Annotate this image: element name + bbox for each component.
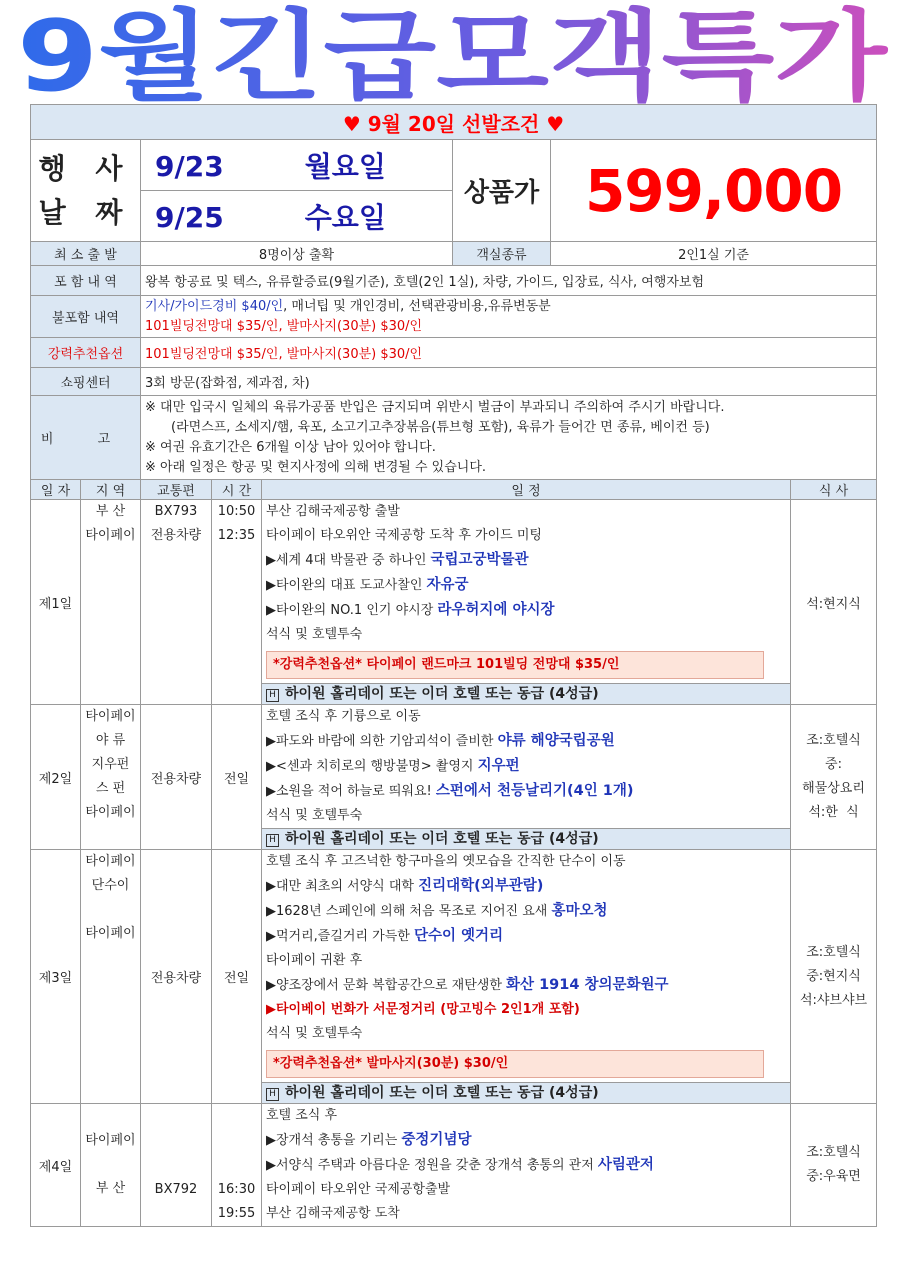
- region: 스 펀: [95, 781, 126, 796]
- itinerary-line: [266, 998, 786, 1022]
- day-regions: [81, 1104, 141, 1227]
- included-label: 포 함 내 역: [31, 266, 141, 296]
- day-regions: [81, 500, 141, 705]
- itinerary-line: [266, 548, 786, 573]
- itinerary-line: [266, 1022, 786, 1046]
- itinerary-line: [266, 1202, 786, 1226]
- tour-sheet: [30, 104, 877, 1227]
- day-itinerary: [262, 1104, 791, 1227]
- room-type-label: 객실종류: [453, 242, 551, 266]
- itinerary-lines: [266, 850, 786, 1046]
- day-label: 제4일: [31, 1104, 81, 1227]
- region: 부 산: [95, 504, 126, 519]
- excluded-guide-fee: 기사/가이드경비 $40/인: [145, 298, 284, 314]
- remark-item: ※ 아래 일정은 항공 및 현지사정에 의해 변경될 수 있습니다.: [145, 459, 487, 475]
- itinerary-text: ▶타이완의 대표 도교사찰인: [266, 578, 427, 593]
- option-box: *강력추천옵션* 발마사지(30분) $30/인: [266, 1050, 764, 1078]
- region: [85, 898, 136, 922]
- transport: BX792: [154, 1182, 198, 1197]
- optional-label: 강력추천옵션: [31, 338, 141, 368]
- day-time: 전일: [212, 705, 262, 850]
- day-itinerary: [262, 500, 791, 705]
- itinerary-text: ▶소원을 적어 하늘로 띄워요!: [266, 784, 436, 799]
- day-meals: [791, 1104, 877, 1227]
- region: 부 산: [95, 1181, 126, 1196]
- region: 타이페이: [85, 926, 136, 941]
- day-meals: [791, 500, 877, 705]
- itinerary-text: ▶세계 4대 박물관 중 하나인: [266, 553, 431, 568]
- itinerary-text: 호텔 조식 후: [266, 1108, 338, 1123]
- itinerary-text: ▶양조장에서 문화 복합공간으로 재탄생한: [266, 978, 507, 993]
- itinerary-highlight: 스펀에서 천등날리기(4인 1개): [435, 783, 634, 799]
- day-transport: 전용차량: [141, 850, 212, 1104]
- itinerary-line: [266, 500, 786, 524]
- itinerary-line: [266, 754, 786, 779]
- time: 12:35: [217, 528, 256, 543]
- itinerary-line: [266, 1128, 786, 1153]
- hotel-name: 하이원 홀리데이 또는 이더 호텔 또는 동급 (4성급): [285, 831, 599, 847]
- excluded-label: 불포함 내역: [31, 296, 141, 338]
- meal: 석:한 식: [808, 805, 859, 820]
- region: 타이페이: [85, 1133, 136, 1148]
- room-type-value: 2인1실 기준: [551, 242, 877, 266]
- day-label: 제3일: [31, 850, 81, 1104]
- return-date: [141, 191, 453, 242]
- col-header-itinerary: 일 정: [262, 480, 791, 500]
- itinerary-text: ▶장개석 총통을 기리는: [266, 1133, 402, 1148]
- hotel-name: 하이원 홀리데이 또는 이더 호텔 또는 동급 (4성급): [285, 1085, 599, 1101]
- min-departure-label: 최 소 출 발: [31, 242, 141, 266]
- itinerary-highlight: 자유궁: [426, 577, 469, 593]
- meal: 조:호텔식: [806, 1145, 861, 1160]
- excluded-rest: , 매너팁 및 개인경비, 선택관광비용,유류변동분: [283, 298, 551, 314]
- itinerary-text: ▶먹거리,즐길거리 가득한: [266, 929, 414, 944]
- hotel-bar: [262, 683, 790, 704]
- departure-date: [141, 140, 453, 191]
- time: 19:55: [217, 1206, 256, 1221]
- region: 타이페이: [85, 709, 136, 724]
- option-box: *강력추천옵션* 타이페이 랜드마크 101빌딩 전망대 $35/인: [266, 651, 764, 679]
- itinerary-lines: [266, 705, 786, 828]
- itinerary-line: [266, 804, 786, 828]
- day-times: [212, 500, 262, 705]
- hotel-icon: H: [266, 1088, 279, 1101]
- col-header-region: 지 역: [81, 480, 141, 500]
- condition-bar: ♥ 9월 20일 선발조건 ♥: [31, 105, 877, 140]
- itinerary-text: 부산 김해국제공항 출발: [266, 504, 400, 519]
- departure-day-value: 월요일: [304, 150, 386, 183]
- itinerary-line: [266, 973, 786, 998]
- itinerary-line: [266, 1178, 786, 1202]
- region: 타이페이: [85, 805, 136, 820]
- remark-item: (라면스프, 소세지/햄, 육포, 소고기고추장볶음(튜브형 포함), 육류가 들어간 면 종류, 베이컨 등): [171, 419, 710, 435]
- departure-date-value: 9/23: [155, 150, 224, 183]
- shopping-value: 3회 방문(잡화점, 제과점, 차): [141, 368, 877, 396]
- col-header-day: 일 자: [31, 480, 81, 500]
- hotel-bar: [262, 828, 790, 849]
- price-label: 상품가: [453, 140, 551, 242]
- meal: 조:호텔식: [806, 733, 861, 748]
- itinerary-text: ▶<센과 치히로의 행방불명> 촬영지: [266, 759, 478, 774]
- return-date-value: 9/25: [155, 201, 224, 234]
- optional-value: 101빌딩전망대 $35/인, 발마사지(30분) $30/인: [141, 338, 877, 368]
- event-label-line1: 행 사: [38, 151, 133, 185]
- itinerary-line: [266, 705, 786, 729]
- itinerary-text: ▶파도와 바람에 의한 기암괴석이 즐비한: [266, 734, 498, 749]
- itinerary-line: [266, 899, 786, 924]
- meal: 중:현지식: [806, 968, 861, 984]
- remark-item: ※ 대만 입국시 일체의 육류가공품 반입은 금지되며 위반시 벌금이 부과되니 주의하여 주시기 바랍니다.: [145, 399, 725, 415]
- time: 10:50: [217, 504, 256, 519]
- day-transport: 전용차량: [141, 705, 212, 850]
- day-meals: [791, 705, 877, 850]
- itinerary-line: [266, 874, 786, 899]
- itinerary-line: [266, 598, 786, 623]
- itinerary-line: [266, 573, 786, 598]
- itinerary-text: 석식 및 호텔투숙: [266, 627, 363, 642]
- itinerary-line: [266, 850, 786, 874]
- remark-item: ※ 여권 유효기간은 6개월 이상 남아 있어야 합니다.: [145, 439, 436, 455]
- event-label-line2: 날 짜: [38, 195, 133, 229]
- day-regions: [81, 705, 141, 850]
- region: 야 류: [95, 733, 126, 748]
- hotel-name: 하이원 홀리데이 또는 이더 호텔 또는 동급 (4성급): [285, 686, 599, 702]
- min-departure-value: 8명이상 출확: [141, 242, 453, 266]
- meal: 석:현지식: [806, 596, 861, 612]
- itinerary-line: [266, 1104, 786, 1128]
- itinerary-line: [266, 1153, 786, 1178]
- col-header-meals: 식 사: [791, 480, 877, 500]
- meal: 중:우육면: [806, 1169, 861, 1184]
- itinerary-text: 타이페이 타오위안 국제공항출발: [266, 1182, 451, 1197]
- day-transport: [141, 1104, 212, 1227]
- day-row-1: [31, 500, 877, 705]
- itinerary-text: 부산 김해국제공항 도착: [266, 1206, 400, 1221]
- transport: BX793: [154, 504, 198, 519]
- title-banner: [0, 0, 905, 104]
- day-row-2: [31, 705, 877, 850]
- itinerary-line: [266, 949, 786, 973]
- itinerary-highlight: 국립고궁박물관: [430, 552, 529, 568]
- itinerary-highlight: 진리대학(외부관람): [418, 878, 544, 894]
- meal: 해물상요리: [802, 781, 865, 796]
- itinerary-text: 호텔 조식 후 기륭으로 이동: [266, 709, 421, 724]
- excluded-value: [141, 296, 877, 338]
- day-row-4: [31, 1104, 877, 1227]
- itinerary-text: ▶1628년 스페인에 의해 처음 목조로 지어진 요새: [266, 904, 552, 919]
- itinerary-text: ▶서양식 주택과 아름다운 정원을 갖춘 장개석 총통의 관저: [266, 1158, 598, 1173]
- itinerary-text: 타이페이 귀환 후: [266, 953, 363, 968]
- day-itinerary: [262, 705, 791, 850]
- itinerary-highlight: 지우펀: [477, 758, 520, 774]
- price-value: 599,000: [551, 140, 877, 242]
- itinerary-highlight: 단수이 옛거리: [413, 928, 504, 944]
- page-title: 9월긴급모객특가: [17, 0, 889, 104]
- day-time: 전일: [212, 850, 262, 1104]
- time: 16:30: [217, 1182, 256, 1197]
- itinerary-highlight: 홍마오청: [551, 903, 608, 919]
- itinerary-line: [266, 623, 786, 647]
- event-date-label: [31, 140, 141, 242]
- hotel-icon: H: [266, 689, 279, 702]
- col-header-transport: 교통편: [141, 480, 212, 500]
- region: 지우펀: [91, 757, 130, 772]
- itinerary-text: 호텔 조식 후 고즈넉한 항구마을의 옛모습을 간직한 단수이 이동: [266, 854, 626, 869]
- itinerary-highlight: 중정기념당: [401, 1132, 472, 1148]
- itinerary-highlight: 사림관저: [597, 1157, 654, 1173]
- itinerary-highlight-red: ▶타이베이 번화가 서문정거리 (망고빙수 2인1개 포함): [266, 1002, 580, 1017]
- itinerary-highlight: 야류 해양국립공원: [497, 733, 615, 749]
- itinerary-text: ▶타이완의 NO.1 인기 야시장: [266, 603, 438, 618]
- itinerary-text: 석식 및 호텔투숙: [266, 808, 363, 823]
- region: 단수이: [91, 878, 130, 893]
- itinerary-text: 타이페이 타오위안 국제공항 도착 후 가이드 미팅: [266, 528, 542, 543]
- itinerary-text: 석식 및 호텔투숙: [266, 1026, 363, 1041]
- remarks-value: [141, 396, 877, 480]
- included-value: 왕복 항공료 및 텍스, 유류할증료(9월기준), 호텔(2인 1실), 차량, 가이드, 입장료, 식사, 여행자보험: [141, 266, 877, 296]
- region: 타이페이: [85, 528, 136, 543]
- itinerary-highlight: 라우허지에 야시장: [437, 602, 555, 618]
- day-meals: [791, 850, 877, 1104]
- day-times: [212, 1104, 262, 1227]
- return-day-value: 수요일: [304, 201, 386, 234]
- itinerary-line: [266, 924, 786, 949]
- itinerary-lines: [266, 1104, 786, 1226]
- meal: 석:샤브샤브: [799, 992, 868, 1008]
- itinerary-text: ▶대만 최초의 서양식 대학: [266, 879, 419, 894]
- itinerary-line: [266, 729, 786, 754]
- itinerary-lines: [266, 500, 786, 647]
- col-header-time: 시 간: [212, 480, 262, 500]
- meal: 조:호텔식: [806, 944, 861, 960]
- itinerary-highlight: 화산 1914 창의문화원구: [506, 977, 669, 993]
- day-transport: [141, 500, 212, 705]
- transport: 전용차량: [150, 528, 202, 543]
- remarks-label: 비 고: [31, 396, 141, 480]
- excluded-options: 101빌딩전망대 $35/인, 발마사지(30분) $30/인: [145, 318, 423, 334]
- itinerary-line: [266, 524, 786, 548]
- day-label: 제2일: [31, 705, 81, 850]
- itinerary-line: [266, 779, 786, 804]
- hotel-bar: [262, 1082, 790, 1103]
- day-label: 제1일: [31, 500, 81, 705]
- day-itinerary: [262, 850, 791, 1104]
- day-regions: [81, 850, 141, 1104]
- region: 타이페이: [85, 854, 136, 869]
- day-row-3: [31, 850, 877, 1104]
- shopping-label: 쇼핑센터: [31, 368, 141, 396]
- hotel-icon: H: [266, 834, 279, 847]
- meal: 중:: [825, 757, 842, 772]
